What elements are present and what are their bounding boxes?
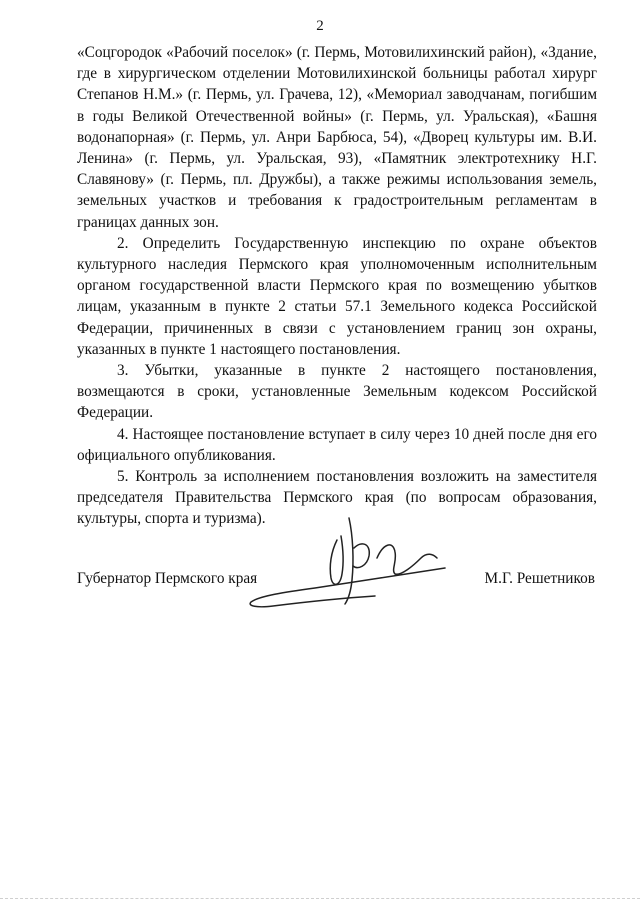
document-body <box>77 42 597 530</box>
signatory-name: М.Г. Решетников <box>484 570 595 587</box>
page-bottom-edge <box>0 898 640 899</box>
paragraph-item-5: 5. Контроль за исполнением постановления возложить на заместителя председателя Правительства Пермского края (по вопросам образования, культуры, спорта и туризма). <box>77 468 597 528</box>
signatory-position: Губернатор Пермского края <box>77 570 258 587</box>
handwritten-signature <box>245 514 450 616</box>
paragraph-item-4: 4. Настоящее постановление вступает в силу через 10 дней после дня его официального опубликования. <box>77 425 597 464</box>
page-number: 2 <box>316 18 324 34</box>
paragraph-continuation: «Соцгородок «Рабочий поселок» (г. Пермь, Мотовилихинский район), «Здание, где в хирургическом отделении Мотовилихинской больницы работал хирург Степанов Н.М.» (г. Пермь, ул. Грачева, 12), «Мемориал заводчанам, погибшим в годы Великой Отечественной войны» (г. Пермь, ул. Уральская), «Башня водонапорная» (г. Пермь, ул. Анри Барбюса, 54), «Дворец культуры им. В.И. Ленина» (г. Пермь, ул. Уральская, 93), «Памятник электротехнику Н.Г. Славянову» (г. Пермь, пл. Дружбы), а также режимы использования земель, земельных участков и требования к градостроительным регламентам в границах данных зон. <box>77 44 597 231</box>
paragraph-item-3: 3. Убытки, указанные в пункте 2 настоящего постановления, возмещаются в сроки, установленные Земельным кодексом Российской Федерации. <box>77 362 597 422</box>
paragraph-item-2: 2. Определить Государственную инспекцию по охране объектов культурного наследия Пермского края уполномоченным исполнительным органом государственной власти Пермского края по возмещению убытков лицам, указанным в пункте 2 статьи 57.1 Земельного кодекса Российской Федерации, причиненных в связи с установлением границ зон охраны, указанных в пункте 1 настоящего постановления. <box>77 234 597 358</box>
